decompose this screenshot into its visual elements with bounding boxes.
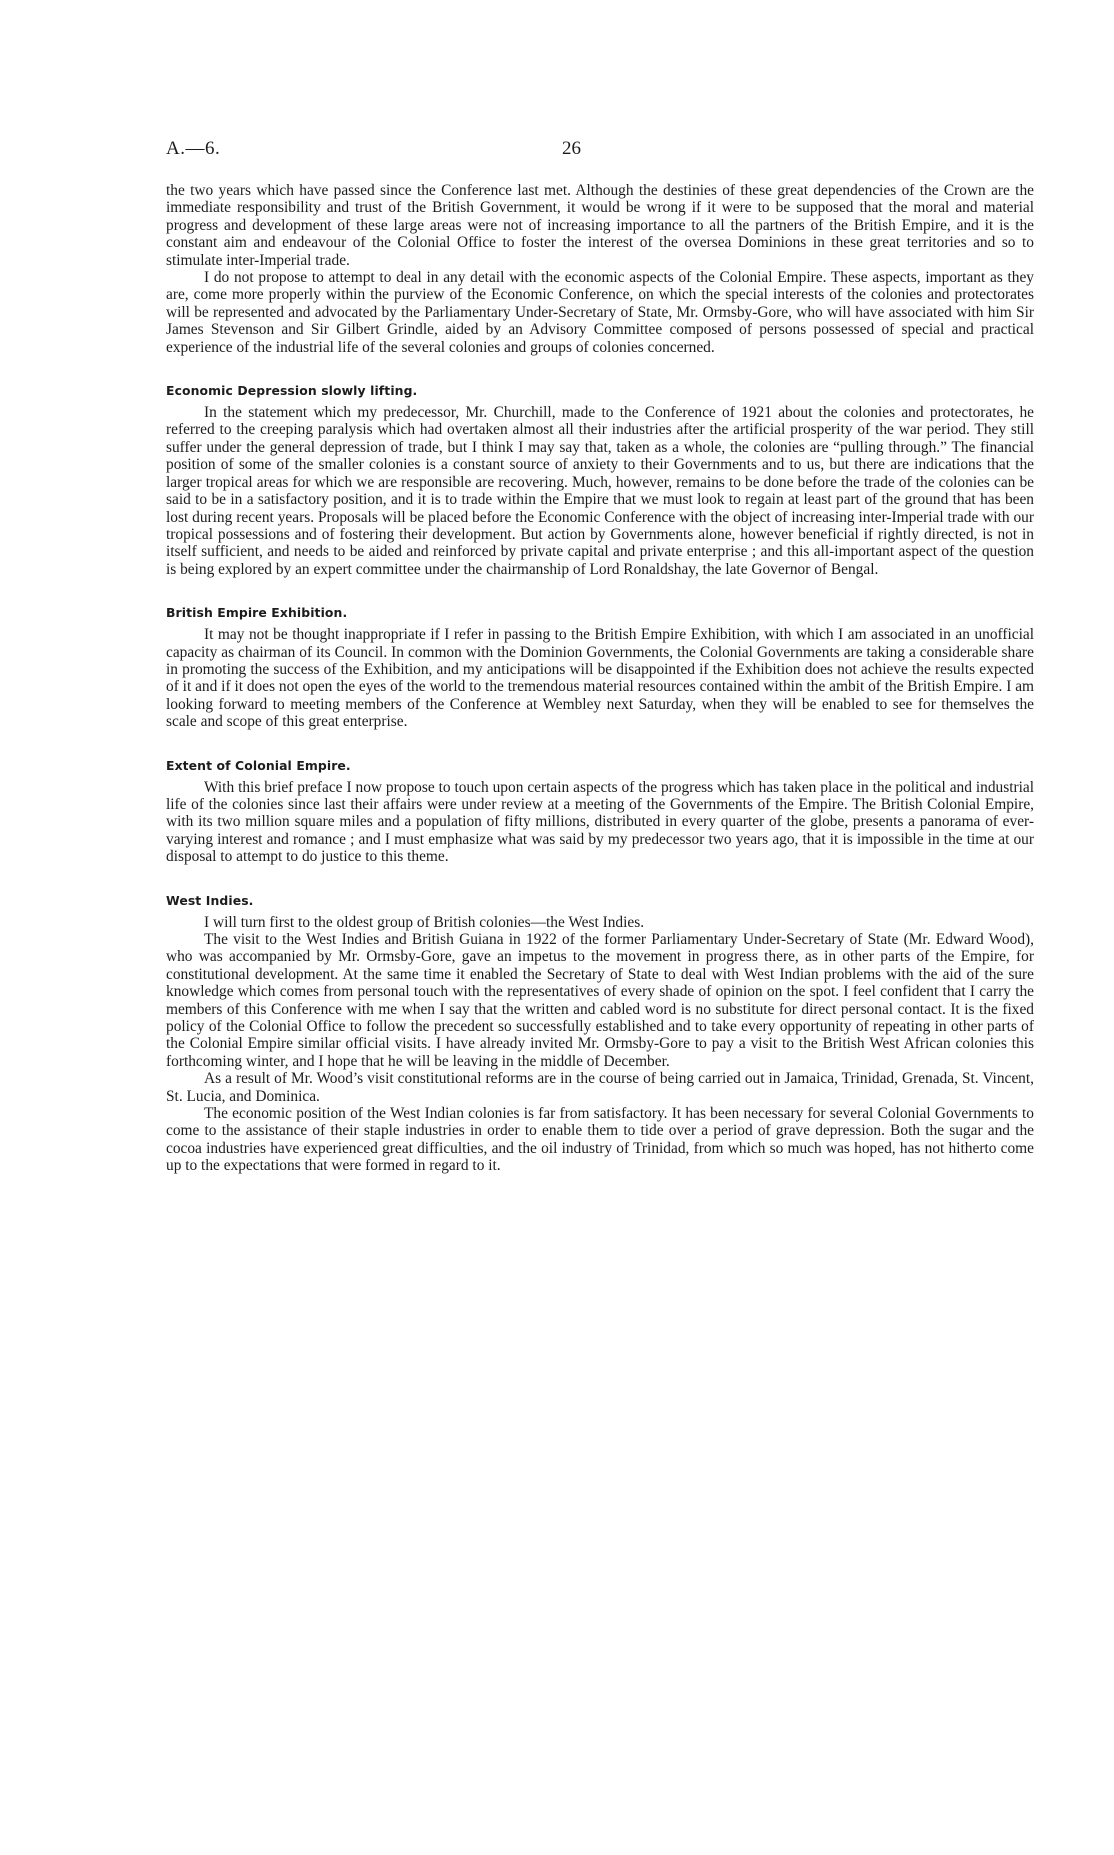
section-heading: Extent of Colonial Empire. (166, 757, 351, 773)
section-heading: British Empire Exhibition. (166, 605, 348, 621)
section-economic-depression (166, 383, 1034, 578)
section-west-indies (166, 893, 1034, 1175)
paragraph: In the statement which my predecessor, Mr. Churchill, made to the Conference of 1921 about the colonies and protectorates, he referred to the creeping paralysis which had overtaken almost all their industries after the artificial prosperity of the war period. They still suffer under the general depression of trade, but I think I may say that, taken as a whole, the colonies are “pulling through.” The financial position of some of the smaller colonies is a constant source of anxiety to their Governments and to us, but there are indications that the larger tropical areas for which we are responsible are recovering. Much, however, remains to be done before the trade of the colonies can be said to be in a satisfactory position, and it is to trade within the Empire that we must look to regain at least part of the ground that has been lost during recent years. Proposals will be placed before the Economic Conference with the object of increasing inter-Imperial trade with our tropical possessions and of fostering their development. But action by Governments alone, however beneficial if rightly directed, is not in itself sufficient, and needs to be aided and reinforced by private capital and private enterprise ; and this all-important aspect of the question is being explored by an expert committee under the chairmanship of Lord Ronaldshay, the late Governor of Bengal. (166, 404, 1034, 578)
page-header (166, 138, 1034, 172)
section-empire-exhibition (166, 605, 1034, 730)
paragraph: As a result of Mr. Wood’s visit constitutional reforms are in the course of being carried out in Jamaica, Trinidad, Grenada, St. Vincent, St. Lucia, and Dominica. (166, 1070, 1034, 1105)
page-number: 26 (562, 138, 581, 159)
paragraph: the two years which have passed since the Conference last met. Although the destinies of these great dependencies of the Crown are the immediate responsibility and trust of the British Government, it would be wrong if it were to be supposed that the moral and material progress and development of these large areas were not of increasing importance to all the partners of the British Empire, and it is the constant aim and endeavour of the Colonial Office to foster the interest of the oversea Dominions in these great territories and so to stimulate inter-Imperial trade. (166, 182, 1034, 269)
document-reference: A.—6. (166, 138, 221, 159)
paragraph: The economic position of the West Indian colonies is far from satisfactory. It has been necessary for several Colonial Governments to come to the assistance of their staple industries in order to enable them to tide over a period of grave depression. Both the sugar and the cocoa industries have experienced great difficulties, and the oil industry of Trinidad, from which so much was hoped, has not hitherto come up to the expectations that were formed in regard to it. (166, 1105, 1034, 1175)
paragraph: I do not propose to attempt to deal in any detail with the economic aspects of the Colonial Empire. These aspects, important as they are, come more properly within the purview of the Economic Conference, on which the special interests of the colonies and protectorates will be represented and advocated by the Parliamentary Under-Secretary of State, Mr. Ormsby-Gore, who will have associated with him Sir James Stevenson and Sir Gilbert Grindle, aided by an Advisory Committee composed of persons possessed of special and practical experience of the industrial life of the several colonies and groups of colonies concerned. (166, 269, 1034, 356)
paragraph: I will turn first to the oldest group of British colonies—the West Indies. (204, 913, 645, 931)
section-heading: West Indies. (166, 892, 254, 908)
document-page (166, 138, 1034, 1175)
section-intro (166, 182, 1034, 356)
section-colonial-empire (166, 758, 1034, 866)
paragraph: The visit to the West Indies and British Guiana in 1922 of the former Parliamentary Under-Secretary of State (Mr. Edward Wood), who was accompanied by Mr. Ormsby-Gore, gave an impetus to the movement in progress there, as in other parts of the Empire, for constitutional development. At the same time it enabled the Secretary of State to deal with West Indian problems with the aid of the sure knowledge which comes from personal touch with the representatives of every shade of opinion on the spot. I feel confident that I carry the members of this Conference with me when I say that the written and cabled word is no substitute for direct personal contact. It is the fixed policy of the Colonial Office to follow the precedent so successfully established and to take every opportunity of repeating in other parts of the Colonial Empire similar official visits. I have already invited Mr. Ormsby-Gore to pay a visit to the British West African colonies this forthcoming winter, and I hope that he will be leaving in the middle of December. (166, 931, 1034, 1070)
paragraph: With this brief preface I now propose to touch upon certain aspects of the progress which has taken place in the political and industrial life of the colonies since last their affairs were under review at a meeting of the Governments of the Empire. The British Colonial Empire, with its two million square miles and a population of fifty millions, distributed in every quarter of the globe, presents a panorama of ever-varying interest and romance ; and I must emphasize what was said by my predecessor two years ago, that it is impossible in the time at our disposal to attempt to do justice to this theme. (166, 778, 1034, 866)
paragraph: It may not be thought inappropriate if I refer in passing to the British Empire Exhibition, with which I am associated in an unofficial capacity as chairman of its Council. In common with the Dominion Governments, the Colonial Governments are taking a considerable share in promoting the success of the Exhibition, and my anticipations will be disappointed if the Exhibition does not achieve the results expected of it and if it does not open the eyes of the world to the tremendous material resources contained within the ambit of the British Empire. I am looking forward to meeting members of the Conference at Wembley next Saturday, when they will be enabled to see for themselves the scale and scope of this great enterprise. (166, 626, 1034, 731)
section-heading: Economic Depression slowly lifting. (166, 383, 418, 399)
